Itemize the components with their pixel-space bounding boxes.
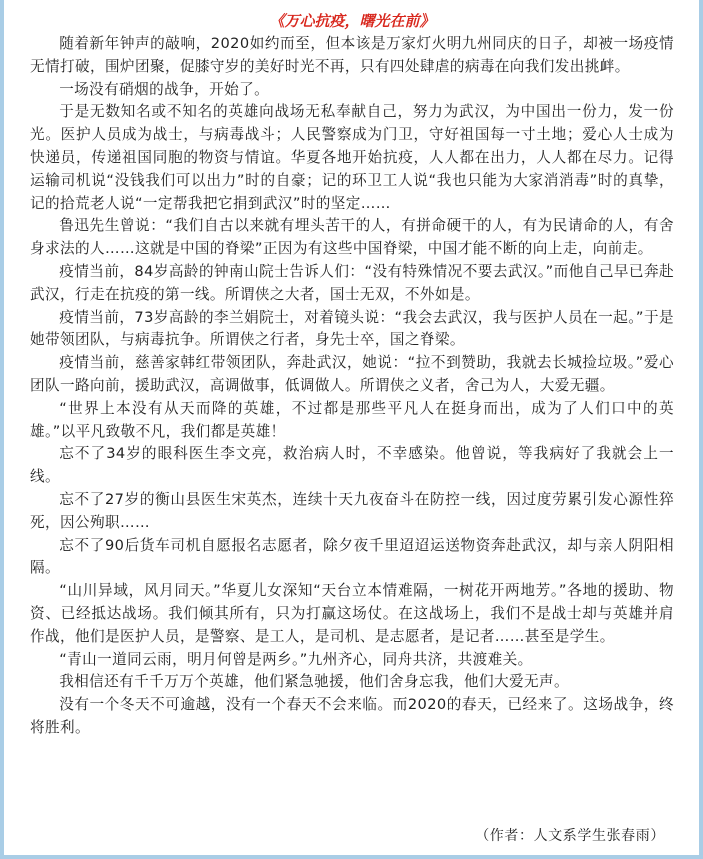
- paragraph-12: “山川异域，风月同天。”华夏儿女深知“天台立本情难隔，一树花开两地芳。”各地的援助、物资、已经抵达战场。我们倾其所有，只为打赢这场仗。在这战场上，我们不是战士却与英雄并肩作战，他们是医护人员，是警察、是工人，是司机、是志愿者，是记者……甚至是学生。: [30, 582, 674, 645]
- author-credit: （作者：人文系学生张春雨）: [475, 828, 665, 844]
- paragraph-7: 疫情当前，慈善家韩红带领团队，奔赴武汉，她说：“拉不到赞助，我就去长城捡垃圾。”爱心团队一路向前，援助武汉，高调做事，低调做人。所谓侠之义者，舍己为人，大爱无疆。: [30, 354, 674, 394]
- paragraph-6: 疫情当前，73岁高龄的李兰娟院士，对着镜头说：“我会去武汉，我与医护人员在一起。”于是她带领团队，与病毒抗争。所谓侠之行者，身先士卒，国之脊梁。: [30, 308, 674, 349]
- paragraph-2: 一场没有硝烟的战争，开始了。: [59, 80, 270, 98]
- paragraph-10: 忘不了27岁的衡山县医生宋英杰，连续十天九夜奋斗在防控一线，因过度劳累引发心源性猝死，因公殉职……: [30, 490, 674, 531]
- paragraph-8: “世界上本没有从天而降的英雄，不过都是那些平凡人在挺身而出，成为了人们口中的英雄。”以平凡致敬不凡，我们都是英雄！: [30, 399, 674, 440]
- paragraph-14: 我相信还有千千万万个英雄，他们紧急驰援，他们舍身忘我，他们大爱无声。: [59, 673, 569, 691]
- paragraph-3: 于是无数知名或不知名的英雄向战场无私奉献自己，努力为武汉，为中国出一份力，发一份光。医护人员成为战士，与病毒战斗；人民警察成为门卫，守好祖国每一寸土地；爱心人士成为快递员，传递祖国同胞的物资与情谊。华夏各地开始抗疫，人人都在出力，人人都在尽力。记得运输司机说“没钱我们可以出力”时的自豪；记的环卫工人说“我也只能为大家消消毒”时的真挚，记的拾荒老人说“一定帮我把它捐到武汉”时的坚定……: [30, 103, 674, 212]
- article-title: 《万心抗疫，曙光在前》: [269, 12, 435, 30]
- paragraph-9: 忘不了34岁的眼科医生李文亮，救治病人时，不幸感染。他曾说，等我病好了我就会上一线。: [30, 445, 674, 486]
- article-body: [30, 10, 674, 740]
- paragraph-1: 随着新年钟声的敲响，2020如约而至，但本该是万家灯火明九州同庆的日子，却被一场疫情无情打破，围炉团聚，促膝守岁的美好时光不再，只有四处肆虐的病毒在向我们发出挑衅。: [30, 35, 674, 75]
- paragraph-15: 没有一个冬天不可逾越，没有一个春天不会来临。而2020的春天，已经来了。这场战争，终将胜利。: [30, 696, 674, 736]
- paragraph-4: 鲁迅先生曾说：“我们自古以来就有埋头苦干的人，有拼命硬干的人，有为民请命的人，有舍身求法的人……这就是中国的脊梁”正因为有这些中国脊梁，中国才能不断的向上走，向前走。: [30, 217, 674, 258]
- paragraph-11: 忘不了90后货车司机自愿报名志愿者，除夕夜千里迢迢运送物资奔赴武汉，却与亲人阴阳相隔。: [30, 536, 674, 577]
- paragraph-5: 疫情当前，84岁高龄的钟南山院士告诉人们：“没有特殊情况不要去武汉。”而他自己早已奔赴武汉，行走在抗疫的第一线。所谓侠之大者，国士无双，不外如是。: [30, 262, 674, 303]
- paragraph-13: “青山一道同云雨，明月何曾是两乡。”九州齐心，同舟共济，共渡难关。: [59, 650, 533, 668]
